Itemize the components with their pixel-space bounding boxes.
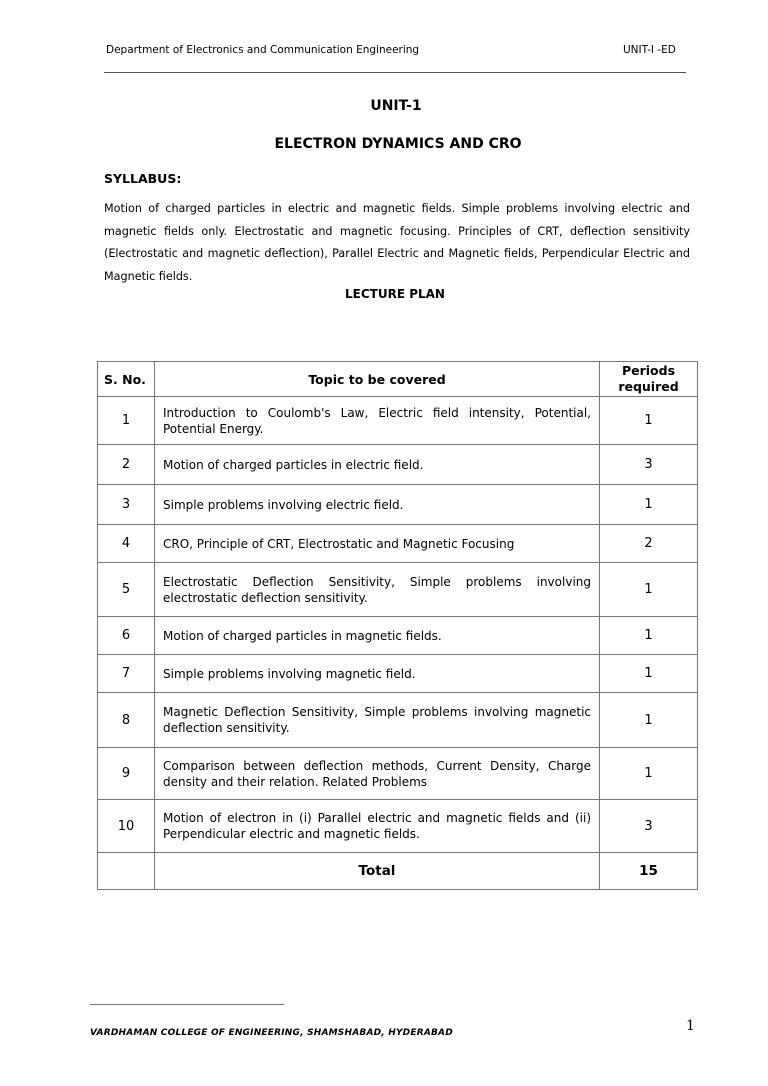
row-topic: Motion of electron in (i) Parallel electric and magnetic fields and (ii) Perpendicular electric and magnetic fields. <box>155 800 600 853</box>
row-sno: 3 <box>98 485 155 525</box>
row-topic: Motion of charged particles in electric field. <box>155 445 600 485</box>
row-periods: 1 <box>600 655 698 693</box>
total-empty-cell <box>98 853 155 890</box>
table-row <box>98 748 698 800</box>
row-sno: 10 <box>98 800 155 853</box>
table-row <box>98 693 698 748</box>
header-department: Department of Electronics and Communication Engineering <box>106 44 420 56</box>
col-header-sno: S. No. <box>98 362 155 397</box>
row-periods: 1 <box>600 617 698 655</box>
row-periods: 1 <box>600 485 698 525</box>
col-header-periods <box>600 362 698 397</box>
table-row <box>98 397 698 445</box>
table-row <box>98 800 698 853</box>
total-value: 15 <box>600 853 698 890</box>
row-periods: 1 <box>600 563 698 617</box>
row-sno: 9 <box>98 748 155 800</box>
subject-title: ELECTRON DYNAMICS AND CRO <box>274 136 522 152</box>
syllabus-text: Motion of charged particles in electric and magnetic fields. Simple problems involving electric and magnetic fields only. Electrostatic and magnetic focusing. Principles of CRT, deflection sensitivity (Electrostatic and magnetic deflection), Parallel Electric and Magnetic fields, Perpendicular Electric and Magnetic fields. <box>104 202 690 283</box>
row-topic: Comparison between deflection methods, Current Density, Charge density and their relation. Related Problems <box>155 748 600 800</box>
row-sno: 2 <box>98 445 155 485</box>
lecture-plan-table <box>97 361 698 890</box>
row-sno: 7 <box>98 655 155 693</box>
table-row <box>98 655 698 693</box>
unit-title: UNIT-1 <box>370 98 422 114</box>
header-unit-code: UNIT-I -ED <box>623 44 676 56</box>
table-row <box>98 445 698 485</box>
page-number: 1 <box>686 1018 695 1034</box>
row-periods: 1 <box>600 397 698 445</box>
footer-college: VARDHAMAN COLLEGE OF ENGINEERING, SHAMSHABAD, HYDERABAD <box>90 1028 453 1038</box>
row-topic: Simple problems involving electric field. <box>155 485 600 525</box>
table-row <box>98 617 698 655</box>
row-sno: 5 <box>98 563 155 617</box>
row-periods: 2 <box>600 525 698 563</box>
row-sno: 4 <box>98 525 155 563</box>
row-sno: 8 <box>98 693 155 748</box>
row-periods: 1 <box>600 693 698 748</box>
col-header-topic: Topic to be covered <box>155 362 600 397</box>
syllabus-heading: SYLLABUS: <box>104 171 182 186</box>
footer-divider <box>90 1004 284 1005</box>
total-label: Total <box>155 853 600 890</box>
row-topic: CRO, Principle of CRT, Electrostatic and Magnetic Focusing <box>155 525 600 563</box>
header-divider <box>104 72 686 73</box>
table-row <box>98 563 698 617</box>
col-header-periods-line1: Periods <box>621 363 676 378</box>
table-row <box>98 485 698 525</box>
row-periods: 3 <box>600 445 698 485</box>
table-header-row <box>98 362 698 397</box>
col-header-periods-line2: required <box>618 379 679 394</box>
row-topic: Motion of charged particles in magnetic fields. <box>155 617 600 655</box>
row-periods: 1 <box>600 748 698 800</box>
total-row <box>98 853 698 890</box>
row-topic: Electrostatic Deflection Sensitivity, Simple problems involving electrostatic deflection sensitivity. <box>155 563 600 617</box>
row-topic: Simple problems involving magnetic field. <box>155 655 600 693</box>
row-periods: 3 <box>600 800 698 853</box>
row-topic: Magnetic Deflection Sensitivity, Simple problems involving magnetic deflection sensitivity. <box>155 693 600 748</box>
row-sno: 6 <box>98 617 155 655</box>
row-topic: Introduction to Coulomb's Law, Electric field intensity, Potential, Potential Energy. <box>155 397 600 445</box>
row-sno: 1 <box>98 397 155 445</box>
lecture-plan-heading: LECTURE PLAN <box>345 287 445 301</box>
table-row <box>98 525 698 563</box>
